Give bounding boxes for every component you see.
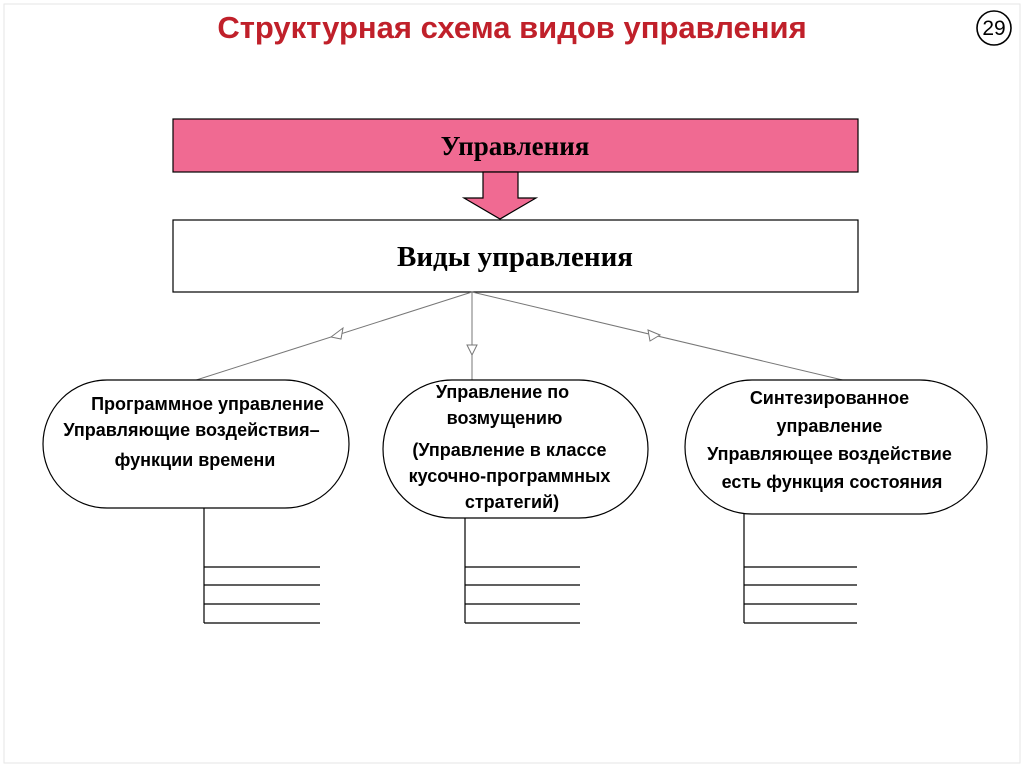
sub-items-right <box>744 514 857 623</box>
sub-items-center <box>465 518 580 623</box>
arrowhead-left <box>331 328 343 339</box>
node-synthesized-line-2: управление <box>776 416 883 436</box>
node-programmed-line-1: Программное управление <box>91 394 324 414</box>
slide-title: Структурная схема видов управления <box>217 10 807 45</box>
node-disturbance-line-3: (Управление в классе <box>412 440 607 460</box>
types-box-label: Виды управления <box>397 241 633 273</box>
down-arrow <box>464 172 536 219</box>
node-disturbance-line-2: возмущению <box>446 408 563 428</box>
slide-number: 29 <box>982 17 1006 40</box>
node-programmed-line-3: функции времени <box>114 450 276 470</box>
node-disturbance-line-1: Управление по <box>435 382 570 402</box>
node-programmed-control <box>43 380 349 508</box>
node-synthesized-line-1: Синтезированное <box>749 388 910 408</box>
node-synthesized-control <box>685 380 987 514</box>
node-disturbance-line-4: кусочно-программных <box>408 466 611 486</box>
sub-items-left <box>204 508 320 623</box>
node-disturbance-line-5: стратегий) <box>464 492 560 512</box>
node-disturbance-control <box>383 380 648 518</box>
branch-connectors <box>190 292 868 386</box>
slide-number-badge <box>977 11 1011 45</box>
node-synthesized-line-3: Управляющее воздействие <box>707 444 952 464</box>
node-programmed-line-2: Управляющие воздействия– <box>63 420 320 440</box>
management-box-label: Управления <box>440 131 590 161</box>
arrowhead-center <box>467 345 477 355</box>
arrowhead-right <box>648 330 660 341</box>
node-synthesized-line-4: есть функция состояния <box>721 472 943 492</box>
connector-right <box>472 292 868 386</box>
